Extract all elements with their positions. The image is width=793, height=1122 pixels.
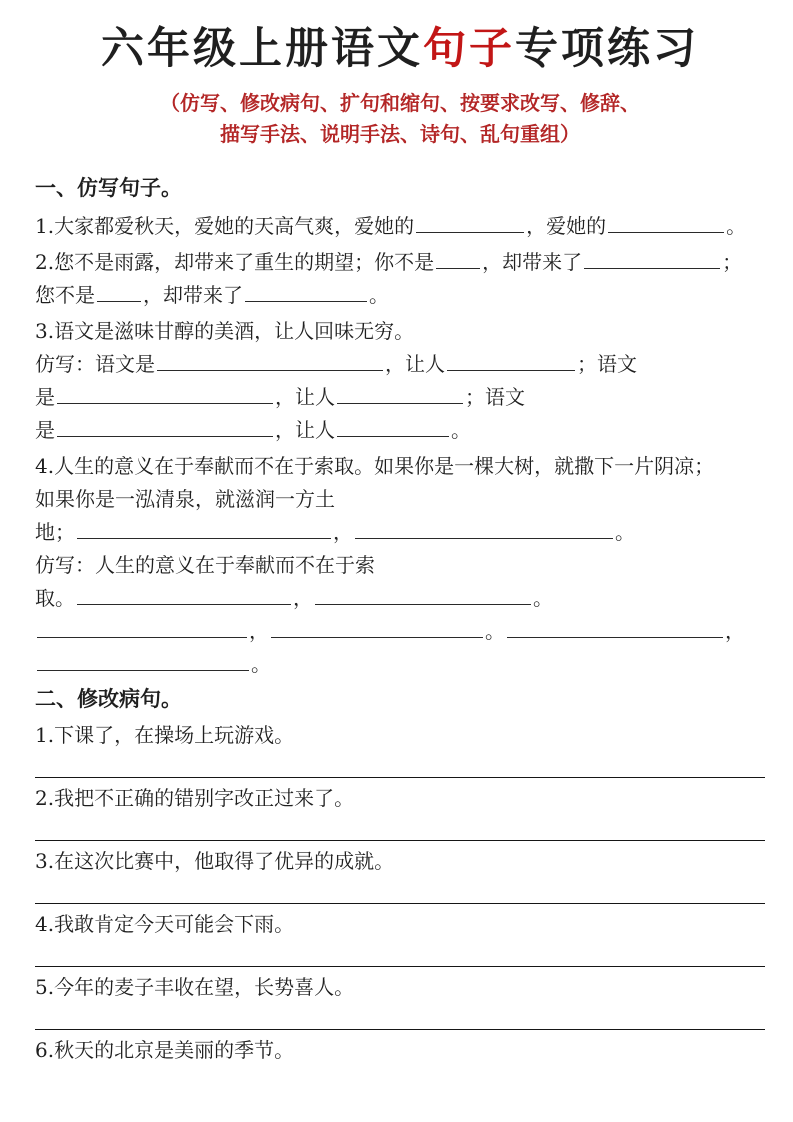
fill-in-blank	[37, 650, 249, 671]
question-item	[35, 845, 765, 904]
title-part1: 六年级上册语文	[101, 24, 423, 74]
fill-in-blank	[507, 617, 723, 638]
fill-in-blank	[447, 350, 575, 371]
fill-in-blank	[57, 416, 273, 437]
text-run: 2.您不是雨露，却带来了重生的期望；你不是	[35, 250, 435, 274]
text-run: ，却带来了	[482, 250, 583, 274]
question-text: 2.我把不正确的错别字改正过来了。	[35, 786, 355, 810]
text-run: 3.语文是滋味甘醇的美酒，让人回味无穷。	[35, 319, 415, 343]
text-run: 。	[251, 652, 271, 676]
text-run: ，却带来了	[143, 283, 243, 307]
subtitle-line2: 描写手法、说明手法、诗句、乱句重组）	[220, 122, 580, 146]
text-run: ，	[249, 619, 269, 643]
answer-rule-line	[35, 1003, 765, 1030]
page-title	[35, 20, 765, 78]
section1-lines	[35, 210, 765, 681]
text-run: 。	[615, 520, 635, 544]
worksheet-line	[35, 279, 765, 312]
worksheet-line	[35, 414, 765, 447]
text-run: 是	[35, 418, 55, 442]
text-run: ，	[725, 619, 745, 643]
fill-in-blank	[608, 212, 724, 233]
question-text: 5.今年的麦子丰收在望，长势喜人。	[35, 975, 355, 999]
worksheet-line	[35, 450, 765, 483]
text-run: ，爱她的	[526, 214, 607, 238]
text-run: 。	[726, 214, 747, 238]
answer-rule-line	[35, 877, 765, 904]
question-text: 3.在这次比赛中，他取得了优异的成就。	[35, 849, 395, 873]
worksheet-line	[35, 549, 765, 582]
fill-in-blank	[245, 281, 367, 302]
fill-in-blank	[355, 518, 613, 539]
text-run: ，	[293, 586, 313, 610]
question-item	[35, 971, 765, 1030]
text-run: 。	[533, 586, 553, 610]
text-run: 您不是	[35, 283, 95, 307]
worksheet-line	[35, 582, 765, 615]
fill-in-blank	[315, 584, 531, 605]
page-subtitle	[35, 88, 765, 150]
title-highlight: 句子	[423, 24, 515, 74]
fill-in-blank	[37, 617, 247, 638]
section2-heading: 二、修改病句。	[35, 686, 182, 711]
worksheet-line	[35, 648, 765, 681]
fill-in-blank	[337, 383, 463, 404]
worksheet-line	[35, 210, 765, 243]
answer-rule-line	[35, 751, 765, 778]
fill-in-blank	[416, 212, 524, 233]
text-run: 。	[451, 418, 471, 442]
worksheet-line	[35, 348, 765, 381]
question-item	[35, 908, 765, 967]
worksheet-line	[35, 315, 765, 348]
fill-in-blank	[271, 617, 483, 638]
text-run: 4.人生的意义在于奉献而不在于索取。如果你是一棵大树，就撒下一片阴凉；	[35, 454, 715, 478]
subtitle-line1: （仿写、修改病句、扩句和缩句、按要求改写、修辞、	[160, 91, 640, 115]
text-run: 地；	[35, 520, 75, 544]
text-run: 是	[35, 385, 55, 409]
fill-in-blank	[584, 248, 720, 269]
fill-in-blank	[337, 416, 449, 437]
worksheet-line	[35, 615, 765, 648]
worksheet-line	[35, 246, 765, 279]
fill-in-blank	[97, 281, 141, 302]
section2-items	[35, 719, 765, 1066]
text-run: ，	[333, 520, 353, 544]
text-run: 仿写：人生的意义在于奉献而不在于索	[35, 553, 375, 577]
question-text: 1.下课了，在操场上玩游戏。	[35, 723, 295, 747]
fill-in-blank	[77, 518, 331, 539]
text-run: 。	[485, 619, 505, 643]
worksheet-line	[35, 381, 765, 414]
text-run: ；语文	[577, 352, 637, 376]
fill-in-blank	[77, 584, 291, 605]
question-item	[35, 719, 765, 778]
text-run: ，让人	[275, 418, 335, 442]
fill-in-blank	[57, 383, 273, 404]
section1-heading: 一、仿写句子。	[35, 175, 182, 200]
text-run: ，让人	[385, 352, 445, 376]
fill-in-blank	[436, 248, 480, 269]
question-text: 4.我敢肯定今天可能会下雨。	[35, 912, 295, 936]
title-part2: 专项练习	[515, 24, 699, 74]
text-run: 。	[369, 283, 389, 307]
text-run: 取。	[35, 586, 75, 610]
question-text: 6.秋天的北京是美丽的季节。	[35, 1038, 295, 1062]
text-run: 如果你是一泓清泉，就滋润一方土	[35, 487, 335, 511]
text-run: 仿写：语文是	[35, 352, 155, 376]
text-run: ；语文	[465, 385, 525, 409]
fill-in-blank	[157, 350, 383, 371]
text-run: ，让人	[275, 385, 335, 409]
text-run: 1.大家都爱秋天，爱她的天高气爽，爱她的	[35, 214, 415, 238]
worksheet-line	[35, 483, 765, 516]
answer-rule-line	[35, 814, 765, 841]
question-item	[35, 782, 765, 841]
question-item	[35, 1034, 765, 1066]
text-run: ；	[722, 250, 743, 274]
answer-rule-line	[35, 940, 765, 967]
worksheet-line	[35, 516, 765, 549]
